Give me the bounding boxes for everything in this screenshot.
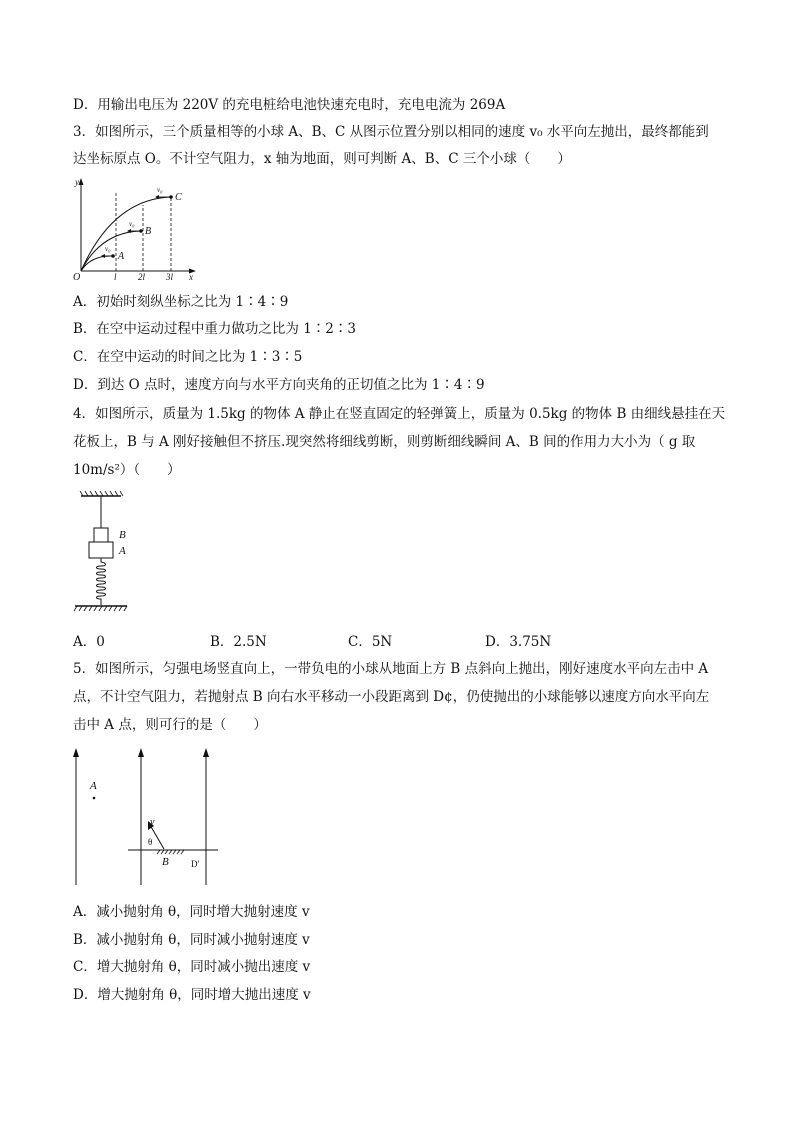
q5-stem-line-3: 击中 A 点，则可行的是（ ）	[73, 717, 267, 733]
q5-option-c: C．增大抛射角 θ，同时减小抛出速度 v	[73, 959, 311, 975]
q4-option-b: B．2.5N	[210, 634, 267, 650]
q4-stem-line-1: 4．如图所示，质量为 1.5kg 的物体 A 静止在竖直固定的轻弹簧上，质量为 0.5kg 的物体 B 由细线悬挂在天	[73, 406, 726, 422]
q3-velocity-b-label: v₀	[129, 220, 135, 228]
q3-ball-a-label: A	[118, 251, 125, 262]
q5-stem-line-2: 点，不计空气阻力，若抛射点 B 向右水平移动一小段距离到 D¢，仍使抛出的小球能够以速度方向水平向左	[73, 689, 710, 705]
q5-option-d: D．增大抛射角 θ，同时增大抛出速度 v	[73, 987, 311, 1003]
q3-ball-b-label: B	[145, 226, 152, 237]
q3-axis-y-label: y	[75, 177, 79, 187]
q4-options-row	[73, 630, 633, 650]
q4-figure-spring-blocks	[73, 488, 133, 618]
q3-velocity-a-label: v₀	[105, 245, 111, 253]
q5-point-b-label: B	[162, 856, 169, 868]
q3-stem-line-2: 达坐标原点 O。不计空气阻力，x 轴为地面，则可判断 A、B、C 三个小球（ ）	[73, 151, 571, 167]
q3-ball-c-label: C	[175, 192, 182, 203]
q3-option-d: D．到达 O 点时，速度方向与水平方向夹角的正切值之比为 1∶4∶9	[73, 377, 485, 393]
q3-figure-projectile-diagram	[73, 175, 203, 281]
q5-figure-electric-field	[68, 745, 228, 890]
q4-stem-line-3: 10m/s²）（ ）	[73, 462, 181, 478]
q3-stem-line-1: 3．如图所示，三个质量相等的小球 A、B、C 从图示位置分别以相同的速度 v₀ 水平向左抛出，最终都能到	[73, 124, 709, 140]
q4-option-a: A．0	[73, 634, 105, 650]
q4-option-c: C．5N	[348, 634, 393, 650]
q3-origin-label: O	[73, 272, 81, 281]
q4-block-a-label: A	[119, 545, 126, 557]
q5-option-a: A．减小抛射角 θ，同时增大抛射速度 v	[73, 904, 310, 920]
q3-tick-2l: 2l	[138, 272, 146, 281]
q5-point-a-label: A	[90, 780, 97, 792]
q5-angle-theta-label: θ	[148, 837, 153, 847]
q3-option-a: A．初始时刻纵坐标之比为 1∶4∶9	[73, 294, 289, 310]
q3-tick-3l: 3l	[166, 272, 174, 281]
q5-velocity-label: v	[150, 817, 155, 828]
q3-option-b: B．在空中运动过程中重力做功之比为 1∶2∶3	[73, 321, 356, 337]
q5-stem-line-1: 5．如图所示，匀强电场竖直向上，一带负电的小球从地面上方 B 点斜向上抛出，刚好速度水平向左击中 A	[73, 661, 709, 677]
q5-point-d-label: D'	[191, 859, 200, 869]
q4-option-d: D．3.75N	[485, 634, 552, 650]
q3-axis-x-label: x	[189, 272, 193, 281]
q3-velocity-c-label: v₀	[157, 186, 163, 194]
q2-option-d: D．用输出电压为 220V 的充电桩给电池快速充电时，充电电流为 269A	[73, 97, 506, 113]
q4-block-b-label: B	[119, 529, 126, 541]
q5-option-b: B．减小抛射角 θ，同时减小抛射速度 v	[73, 932, 310, 948]
q4-stem-line-2: 花板上，B 与 A 刚好接触但不挤压.现突然将细线剪断，则剪断细线瞬间 A、B 间的作用力大小为（ g 取	[73, 434, 696, 450]
q3-option-c: C．在空中运动的时间之比为 1∶3∶5	[73, 349, 303, 365]
q3-tick-l: l	[114, 272, 117, 281]
